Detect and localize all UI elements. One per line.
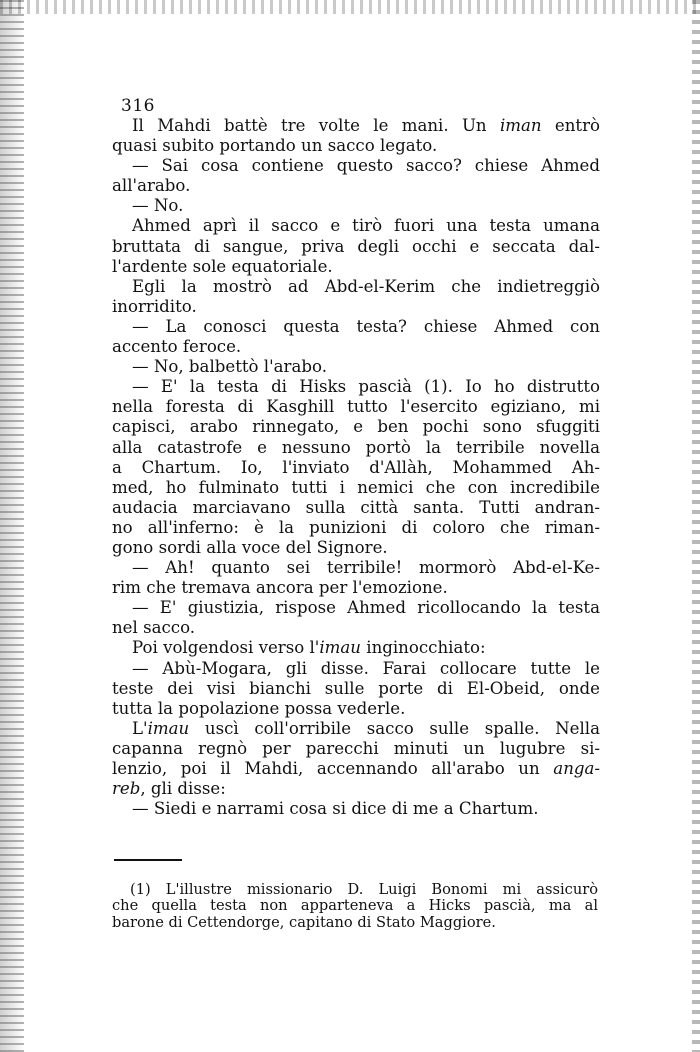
text-line: Il Mahdi battè tre volte le mani. Un iman entrò xyxy=(132,116,601,135)
scan-edge-left xyxy=(0,0,24,1052)
text-line: quasi subito portando un sacco legato. xyxy=(112,136,438,156)
text-line: bruttata di sangue, priva degli occhi e seccata dal- xyxy=(112,236,600,256)
text-line: capanna regnò per parecchi minuti un lugubre si- xyxy=(112,738,600,758)
text-line: Poi volgendosi verso l'imau inginocchiato: xyxy=(132,638,486,658)
text-line: Egli la mostrò ad Abd-el-Kerim che indietreggiò xyxy=(132,276,600,296)
footnote xyxy=(112,882,598,931)
text-line: a Chartum. Io, l'inviato d'Allàh, Mohammed Ah- xyxy=(112,457,600,477)
text-line: — Siedi e narrami cosa si dice di me a Chartum. xyxy=(132,799,539,819)
text-line: — La conosci questa testa? chiese Ahmed con xyxy=(132,316,600,336)
text-line: alla catastrofe e nessuno portò la terribile novella xyxy=(112,437,600,457)
text-line: audacia marciavano sulla città santa. Tutti andran- xyxy=(112,497,600,517)
text-line: lenzio, poi il Mahdi, accennando all'arabo un anga- xyxy=(112,759,600,778)
text-line: nel sacco. xyxy=(112,618,196,638)
text-line: med, ho fulminato tutti i nemici che con incredibile xyxy=(112,477,600,497)
text-line: accento feroce. xyxy=(112,337,242,357)
text-line: — No. xyxy=(132,196,184,216)
text-line: L'imau uscì coll'orribile sacco sulle spalle. Nella xyxy=(132,718,600,738)
text-line: reb, gli disse: xyxy=(112,779,226,799)
footnote-line: barone di Cettendorge, capitano di Stato Maggiore. xyxy=(112,913,496,931)
text-line: — E' la testa di Hisks pascià (1). Io ho distrutto xyxy=(132,377,600,397)
text-line: tutta la popolazione possa vederle. xyxy=(112,698,406,718)
scan-edge-right xyxy=(692,0,700,1052)
text-line: — No, balbettò l'arabo. xyxy=(132,357,327,377)
text-line: all'arabo. xyxy=(112,176,191,196)
page-number: 316 xyxy=(121,96,155,116)
text-line: — Sai cosa contiene questo sacco? chiese Ahmed xyxy=(132,156,600,176)
text-line: inorridito. xyxy=(112,296,197,316)
text-line: Ahmed aprì il sacco e tirò fuori una testa umana xyxy=(132,216,600,236)
footnote-rule xyxy=(114,859,182,861)
text-line: — E' giustizia, rispose Ahmed ricollocando la testa xyxy=(132,598,600,618)
footnote-line: (1) L'illustre missionario D. Luigi Bonomi mi assicurò xyxy=(130,881,598,898)
text-line: rim che tremava ancora per l'emozione. xyxy=(112,578,448,598)
text-line: capisci, arabo rinnegato, e ben pochi sono sfuggiti xyxy=(112,417,600,437)
text-line: l'ardente sole equatoriale. xyxy=(112,256,333,276)
text-line: — Abù-Mogara, gli disse. Farai collocare tutte le xyxy=(132,658,600,678)
footnote-line: che quella testa non apparteneva a Hicks pascià, ma al xyxy=(112,897,598,915)
text-line: teste dei visi bianchi sulle porte di El-Obeid, onde xyxy=(112,678,600,698)
body-text xyxy=(112,116,600,819)
text-line: nella foresta di Kasghill tutto l'esercito egiziano, mi xyxy=(112,397,600,417)
text-line: gono sordi alla voce del Signore. xyxy=(112,537,388,557)
text-line: no all'inferno: è la punizioni di coloro che riman- xyxy=(112,517,600,537)
scan-edge-top xyxy=(0,0,700,14)
text-line: — Ah! quanto sei terribile! mormorò Abd-el-Ke- xyxy=(132,558,600,578)
